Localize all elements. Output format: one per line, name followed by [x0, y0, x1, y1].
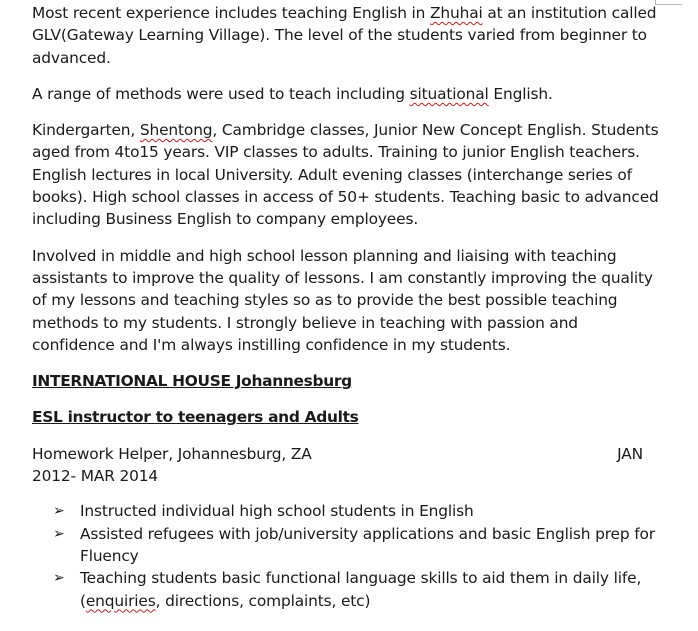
document-page [32, 2, 660, 612]
text-run: , Cambridge classes, Junior New Concept English. Students aged from 4to15 years. VIP classes to adults. Training to junior English teachers. English lectures in local University. Adult evening classes (interchange series of books). High school classes in access of 50+ students. Teaching basic to advanced including Business English to company employees. [32, 121, 659, 229]
list-item-text: , directions, complaints, etc) [155, 591, 371, 610]
position-title-location: Homework Helper, Johannesburg, ZA [32, 444, 312, 463]
spellcheck-word-shentong[interactable]: Shentong [139, 121, 213, 140]
text-run: A range of methods were used to teach including [32, 84, 410, 103]
text-run: at an institution called GLV(Gateway Learning Village). The level of the students varied from beginner to advanced. [32, 4, 657, 67]
paragraph-planning: Involved in middle and high school lesson planning and liaising with teaching assistants to improve the quality of lessons. I am constantly improving the quality of my lessons and teaching styles so as to provide the best possible teaching methods to my students. I strongly believe in teaching with passion and confidence and I'm always instilling confidence in my students. [32, 246, 653, 354]
spellcheck-word-enquiries[interactable]: enquiries [85, 591, 156, 610]
paragraph-methods [32, 83, 660, 105]
list-item-text: Teaching students basic functional language skills to aid them in daily life, ( [80, 569, 642, 610]
list-item [53, 500, 660, 522]
arrowhead-bullet-icon: ➢ [53, 503, 65, 520]
arrowhead-bullet-icon: ➢ [53, 525, 65, 542]
list-item [53, 523, 660, 568]
position-line [32, 443, 660, 488]
text-run: Kindergarten, [32, 121, 140, 140]
paragraph-experience [32, 2, 660, 69]
position-dates-rest: 2012- MAR 2014 [32, 467, 159, 486]
text-run: Most recent experience includes teaching English in [32, 4, 431, 22]
spellcheck-word-zhuhai[interactable]: Zhuhai [430, 4, 483, 22]
duties-list [32, 500, 660, 611]
list-item-text: Instructed individual high school students in English [80, 502, 474, 521]
paragraph-classes [32, 119, 660, 230]
list-item [53, 567, 660, 612]
employer-heading: INTERNATIONAL HOUSE Johannesburg [32, 372, 352, 391]
list-item-text: Assisted refugees with job/university applications and basic English prep for Fluency [80, 524, 655, 565]
position-dates-start: JAN [617, 444, 643, 463]
text-run: English. [488, 84, 553, 103]
arrowhead-bullet-icon: ➢ [53, 570, 65, 587]
spellcheck-word-situational[interactable]: situational [409, 84, 489, 103]
role-heading: ESL instructor to teenagers and Adults [32, 408, 359, 427]
